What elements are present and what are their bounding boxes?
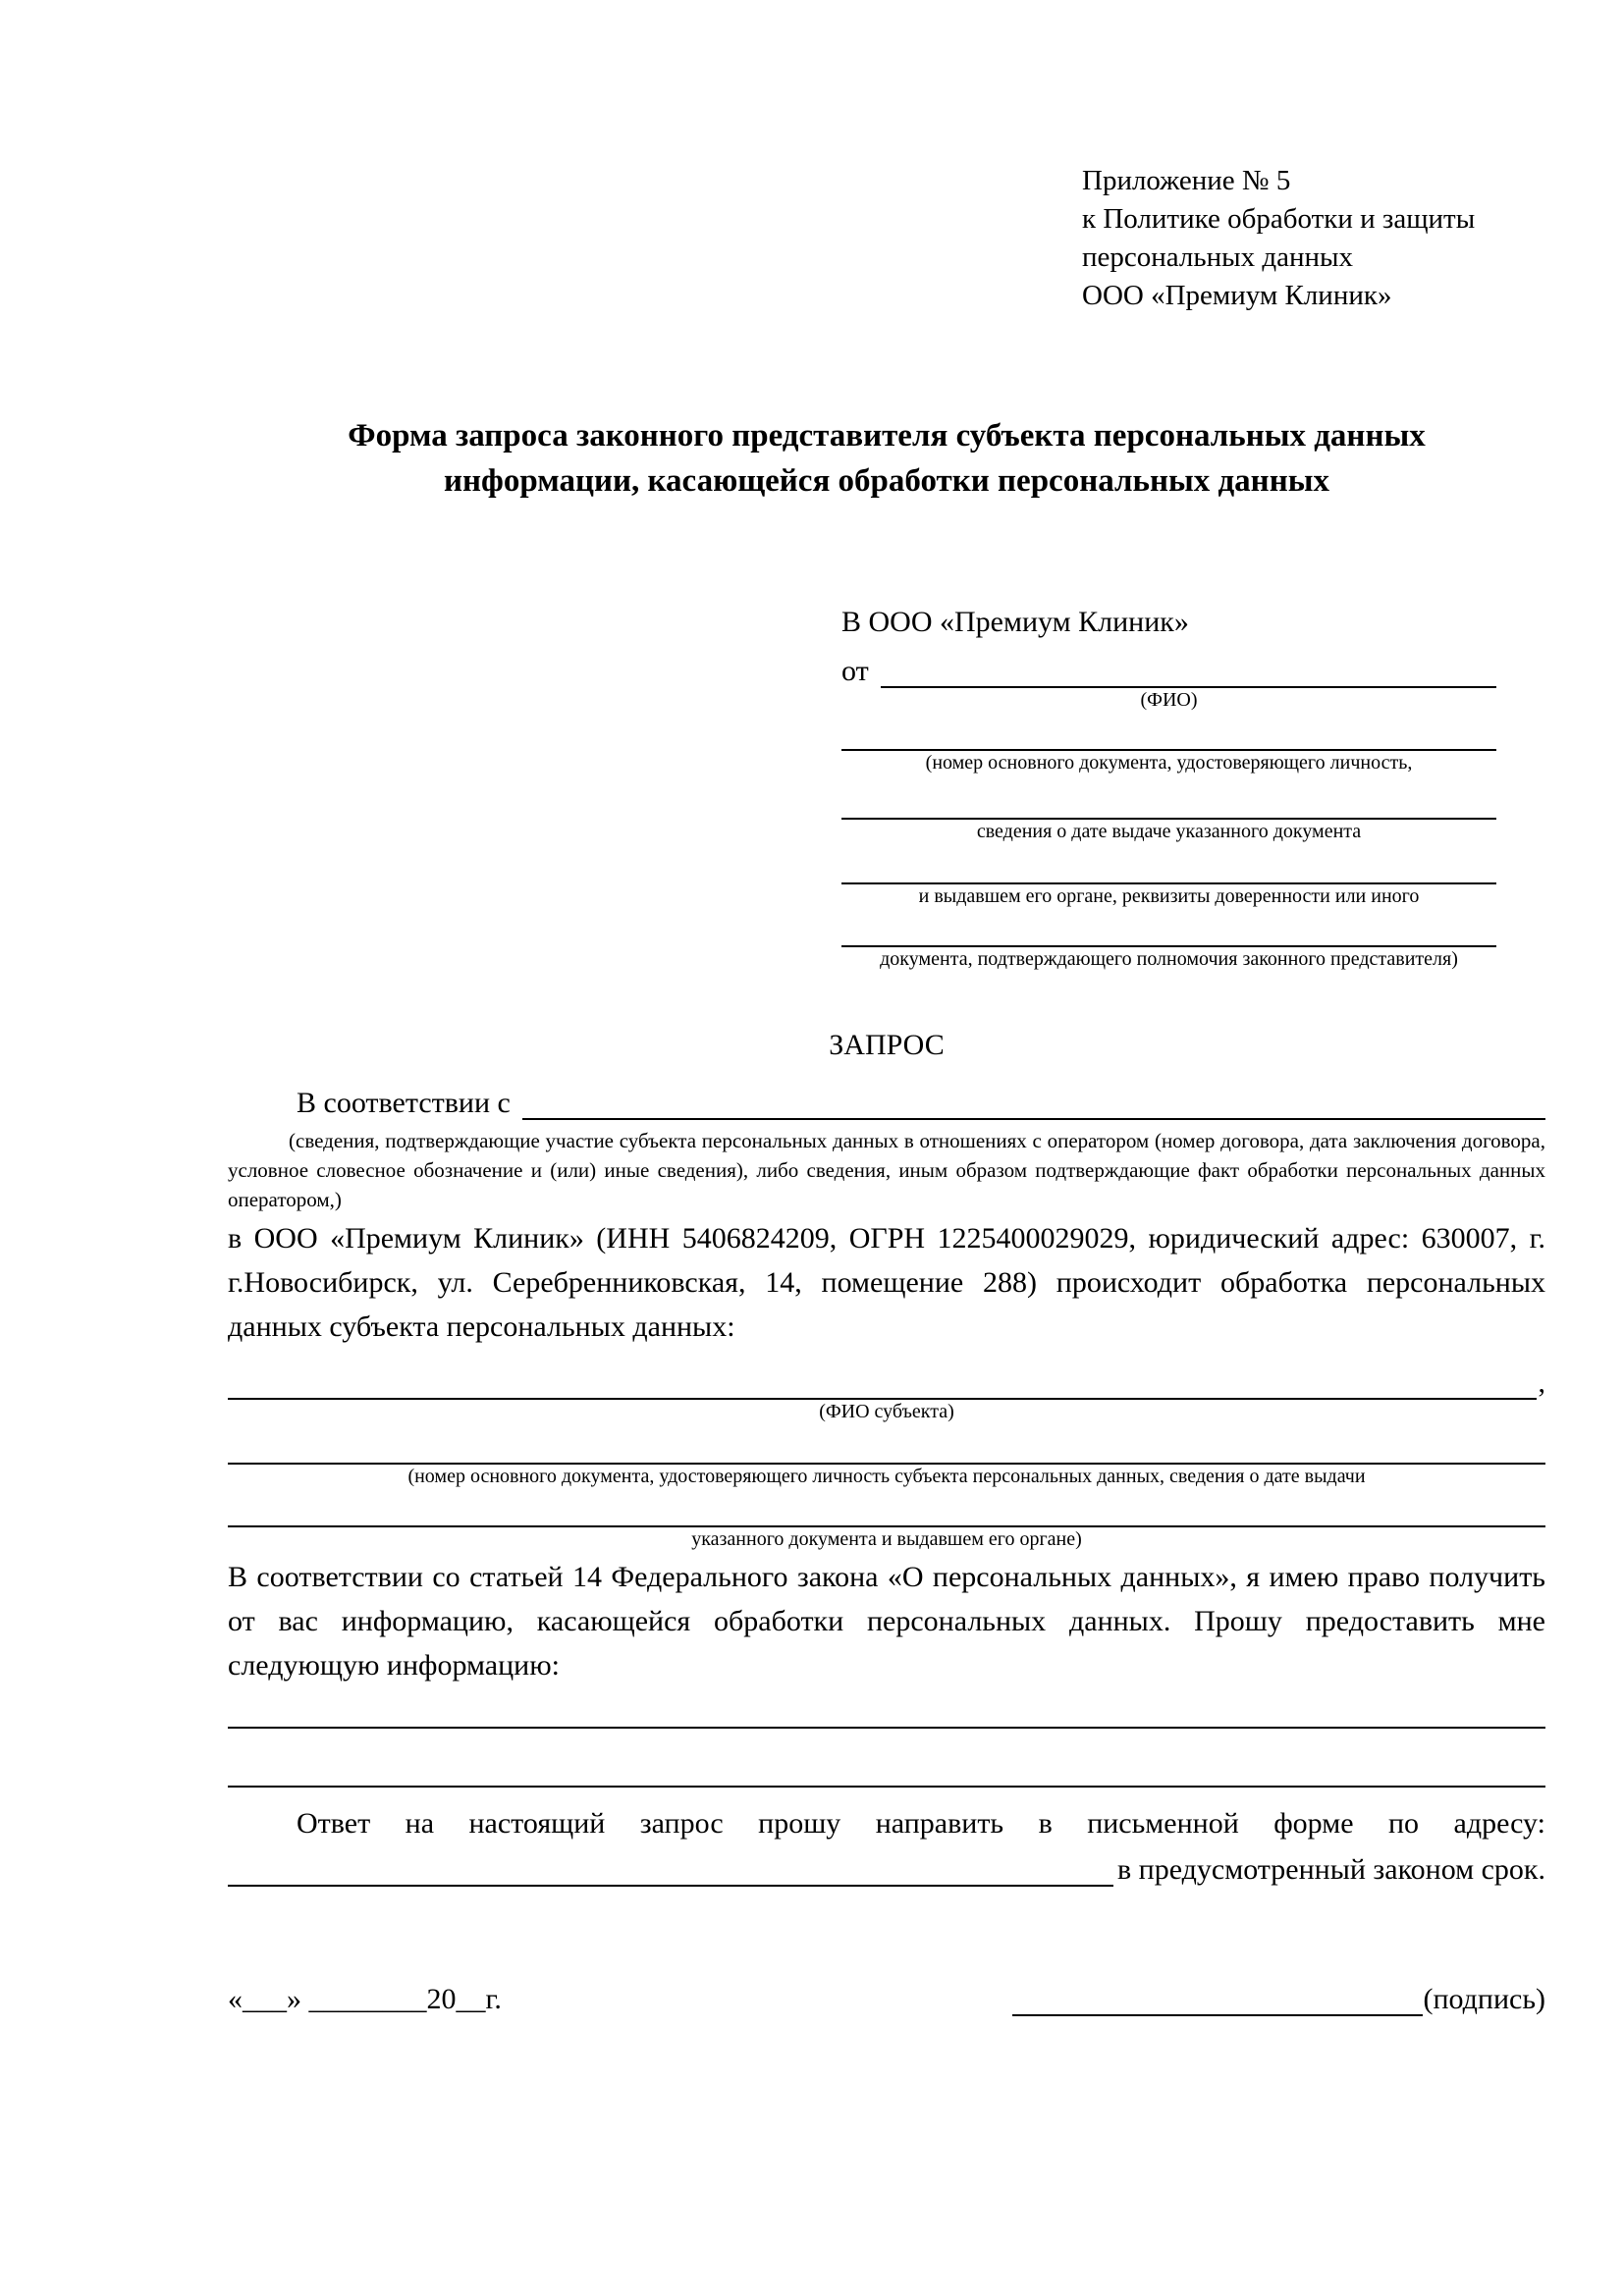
representative-document-fill-line <box>841 908 1496 947</box>
authority-document-caption: документа, подтверждающего полномочия законного представителя) <box>880 948 1458 970</box>
document-content <box>228 162 1545 2016</box>
intro-row <box>228 1075 1545 1120</box>
title-line: информации, касающейся обработки персональных данных <box>444 463 1329 499</box>
representative-document-fill-line <box>841 774 1496 820</box>
representative-document-fill-line <box>841 712 1496 751</box>
appendix-line: персональных данных <box>1082 241 1354 273</box>
addressee-organization: В ООО «Премиум Клиник» <box>841 606 1189 638</box>
fio-caption: (ФИО) <box>1140 689 1198 711</box>
reply-address-row <box>228 1845 1545 1887</box>
subject-fio-caption: (ФИО субъекта) <box>819 1401 954 1422</box>
appendix-block <box>1082 162 1545 315</box>
subject-document-caption: (номер основного документа, удостоверяющего личность субъекта персональных данных, сведения о дате выдачи <box>407 1466 1366 1487</box>
signature-group <box>1012 1979 1545 2016</box>
requested-info-fill-line <box>228 1687 1545 1729</box>
from-label: от <box>841 655 869 687</box>
title-line: Форма запроса законного представителя субъекта персональных данных <box>348 418 1426 454</box>
appendix-line: Приложение № 5 <box>1082 165 1291 196</box>
representative-document-fill-line <box>841 843 1496 884</box>
signature-fill-line <box>1012 1979 1423 2016</box>
signature-caption: (подпись) <box>1423 1983 1545 2015</box>
basis-caption: (сведения, подтверждающие участие субъекта персональных данных в отношениях с оператором (номер договора, дата заключения договора, условное словесное обозначение и (или) иные сведения), либо сведения, иным образом подтверждающие факт обработки персональных данных оператором,) <box>228 1129 1545 1211</box>
reply-address-fill-line <box>228 1885 1113 1887</box>
addressee-block <box>841 606 1496 971</box>
subject-fio-row <box>228 1364 1545 1400</box>
reply-suffix: в предусмотренный законом срок. <box>1117 1853 1545 1886</box>
requested-info-fill-line <box>228 1729 1545 1788</box>
rights-paragraph: В соответствии со статьей 14 Федерального закона «О персональных данных», я имею право получить от вас информацию, касающейся обработки персональных данных. Прошу предоставить мне следующую информацию: <box>228 1561 1545 1682</box>
appendix-line: к Политике обработки и защиты <box>1082 203 1476 235</box>
request-heading: ЗАПРОС <box>829 1029 945 1061</box>
intro-label: В соответствии с <box>297 1087 511 1119</box>
subject-document-fill-line <box>228 1488 1545 1527</box>
issue-date-caption: сведения о дате выдаче указанного документа <box>976 821 1362 842</box>
subject-document-caption: указанного документа и выдавшем его органе) <box>691 1528 1082 1550</box>
basis-fill-line <box>522 1118 1545 1120</box>
reply-paragraph: Ответ на настоящий запрос прошу направить в письменной форме по адресу: <box>297 1807 1545 1840</box>
operator-paragraph: в ООО «Премиум Клиник» (ИНН 5406824209, ОГРН 1225400029029, юридический адрес: 630007, г. г.Новосибирск, ул. Серебренниковская, 14, помещение 288) происходит обработка персональных данных субъекта персональных данных: <box>228 1222 1545 1343</box>
id-document-caption: (номер основного документа, удостоверяющего личность, <box>925 752 1413 774</box>
subject-document-fill-line <box>228 1423 1545 1465</box>
date-placeholder: «___» ________20__г. <box>228 1983 502 2015</box>
appendix-line: ООО «Премиум Клиник» <box>1082 280 1392 311</box>
subject-line-comma: , <box>1538 1366 1545 1399</box>
document-title <box>228 413 1545 504</box>
issuing-authority-caption: и выдавшем его органе, реквизиты доверенности или иного <box>918 885 1420 907</box>
footer-row <box>228 1979 1545 2016</box>
from-row <box>841 645 1496 688</box>
